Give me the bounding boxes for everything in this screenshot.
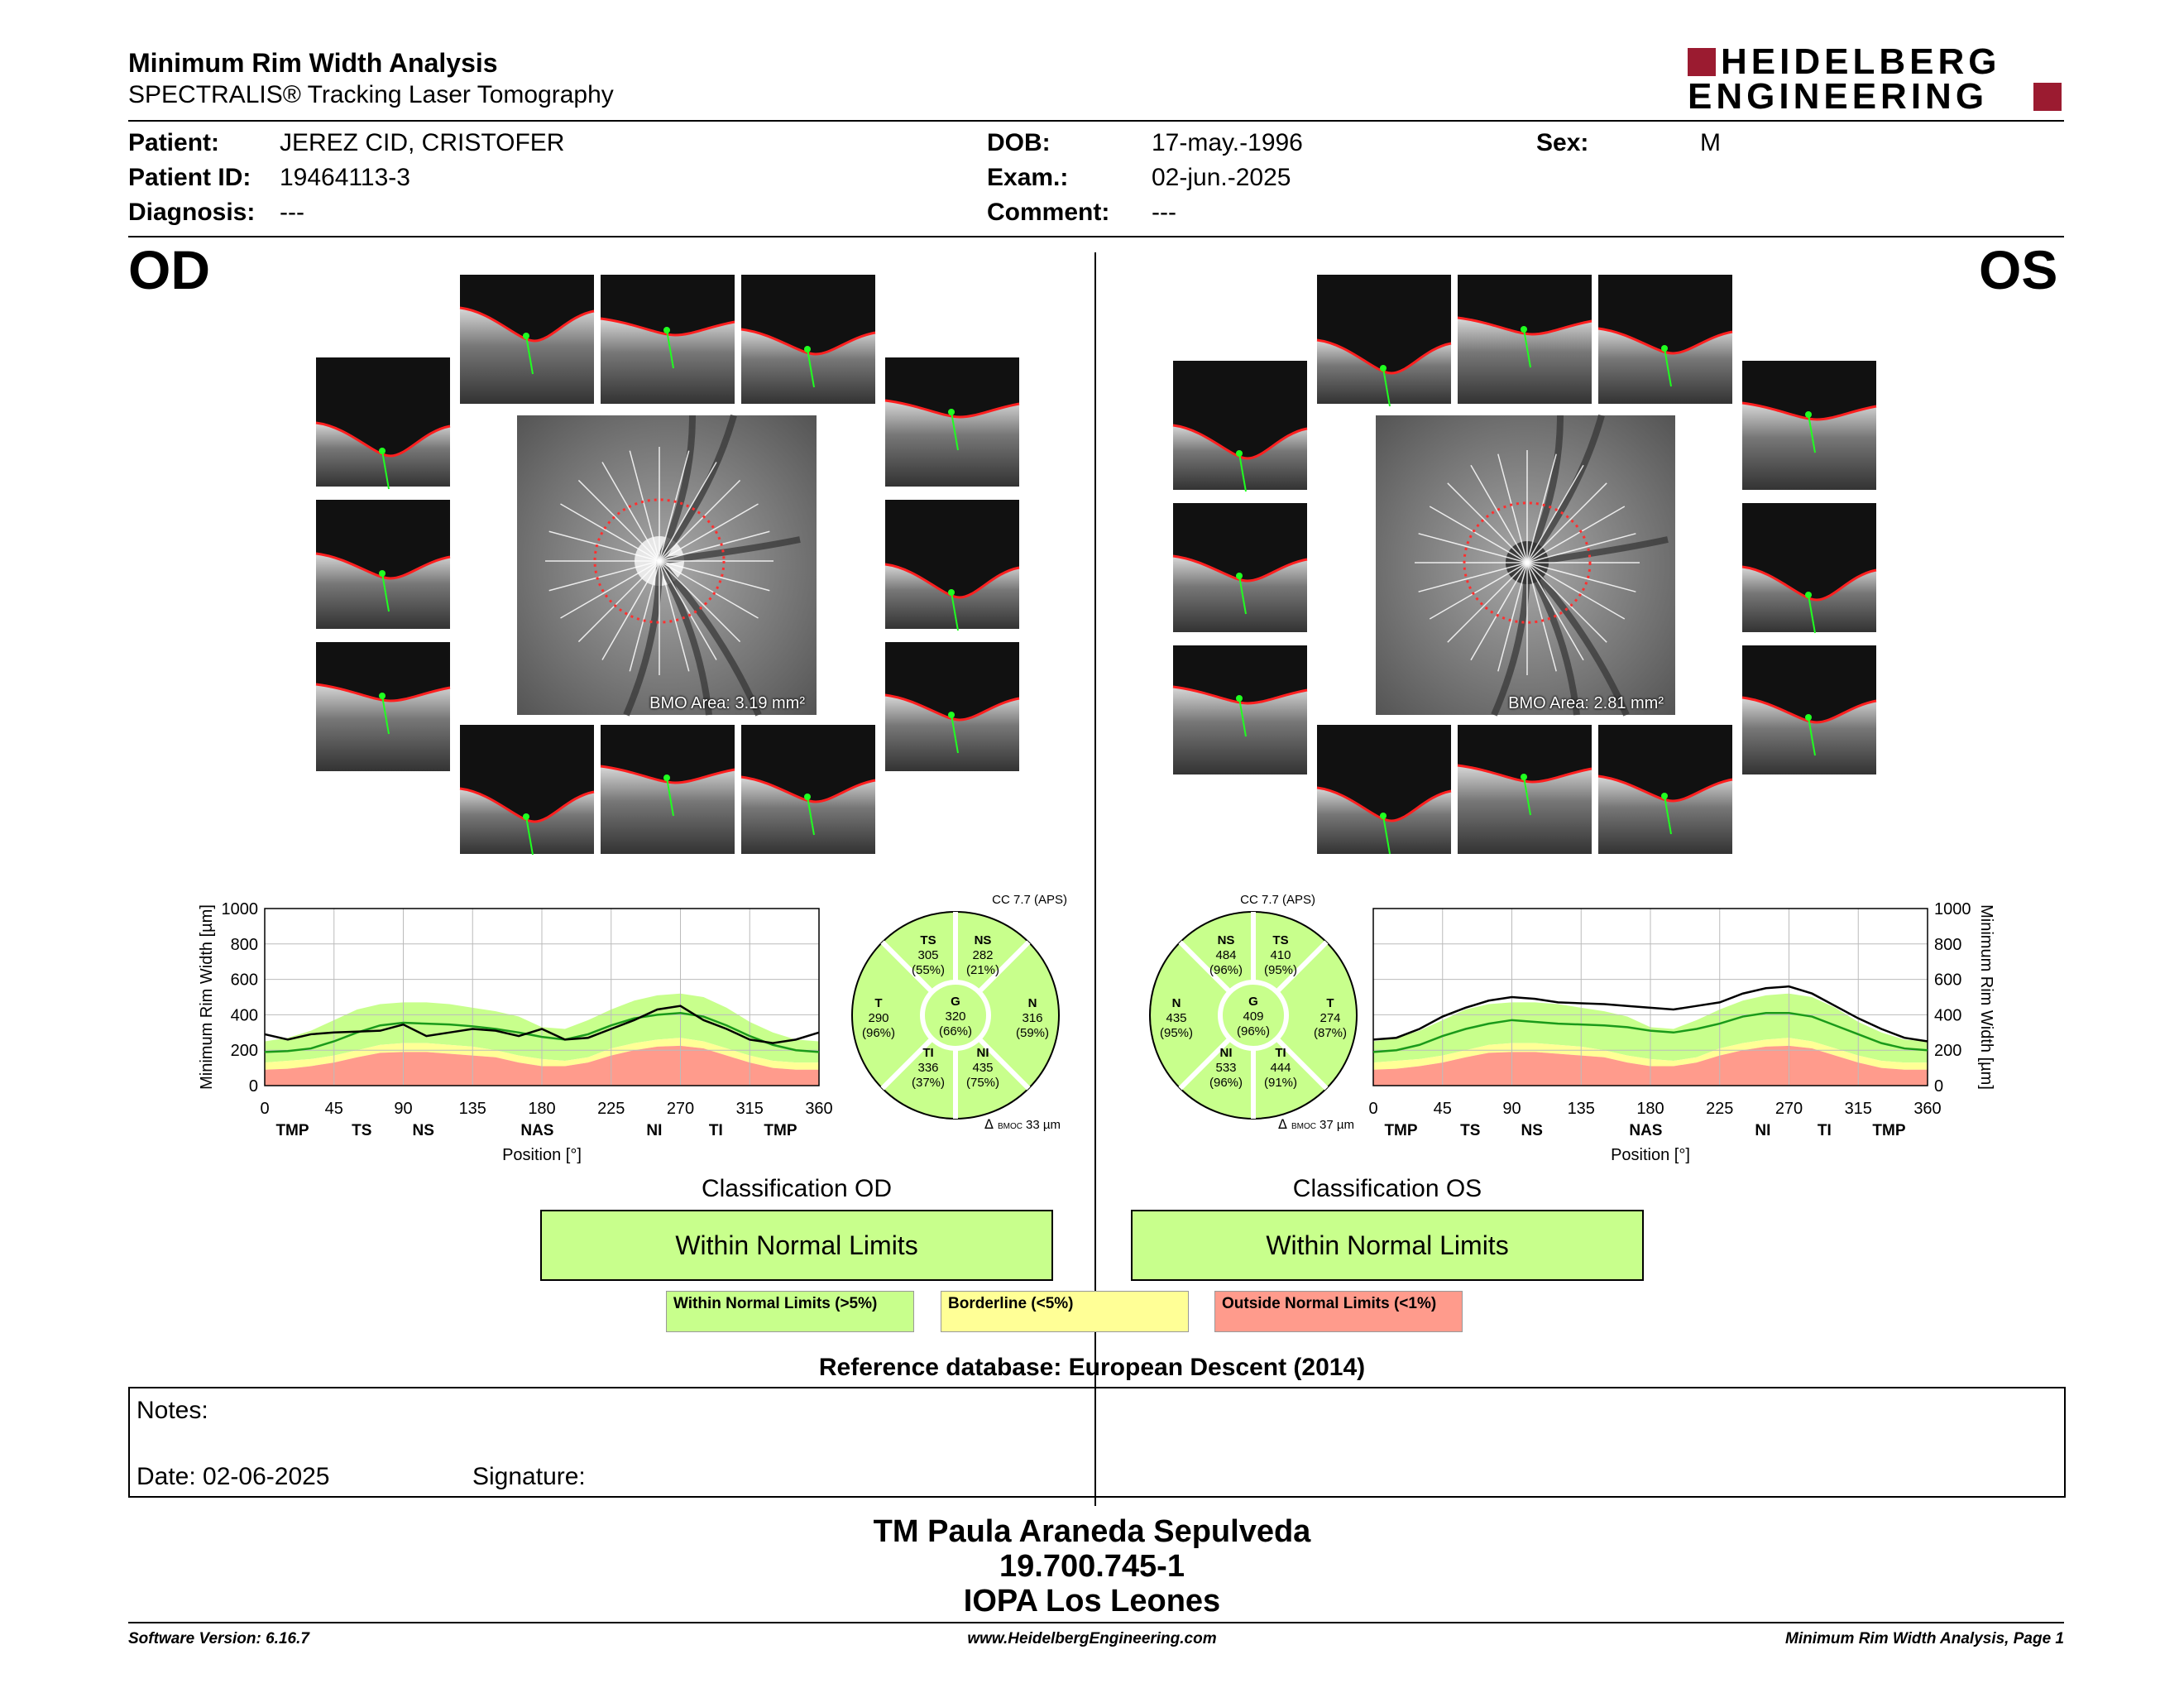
diagnosis-label: Diagnosis: (128, 199, 256, 226)
os-bscan-12 (1317, 725, 1451, 854)
y-tick-label: 800 (230, 935, 258, 954)
x-tick-label: 180 (528, 1100, 556, 1118)
svg-text:TS: TS (1272, 933, 1289, 947)
bmoc-label: BMOC (998, 1122, 1023, 1131)
y-tick-label: 600 (1934, 971, 1962, 990)
header-divider (128, 120, 2064, 122)
os-bscan-11 (1742, 645, 1876, 774)
svg-text:(95%): (95%) (1263, 963, 1298, 977)
sector-tick-label: TMP (275, 1122, 309, 1139)
sector-tick-label: TMP (764, 1122, 797, 1139)
x-axis-label: Position [°] (1611, 1146, 1690, 1164)
sector-tick-label: TMP (1872, 1122, 1906, 1139)
sector-tick-label: TMP (1384, 1122, 1418, 1139)
svg-text:305: 305 (917, 948, 939, 962)
cc-label: CC 7.7 (APS) (1240, 893, 1315, 907)
x-tick-label: 225 (597, 1100, 625, 1118)
patient-label: Patient: (128, 129, 220, 156)
x-tick-label: 270 (1774, 1100, 1803, 1118)
od-classification-title: Classification OD (701, 1175, 893, 1202)
x-tick-label: 180 (1636, 1100, 1664, 1118)
od-mrw-chart (190, 894, 833, 1175)
y-tick-label: 200 (230, 1042, 258, 1061)
svg-text:435: 435 (1166, 1011, 1187, 1025)
x-tick-label: 0 (260, 1100, 270, 1118)
x-tick-label: 315 (735, 1100, 764, 1118)
svg-text:TI: TI (922, 1046, 934, 1060)
dob-value: 17-may.-1996 (1152, 129, 1303, 156)
y-tick-label: 200 (1934, 1042, 1962, 1061)
od-bscan-9 (460, 725, 594, 854)
y-tick-label: 1000 (221, 900, 258, 918)
svg-text:533: 533 (1215, 1061, 1237, 1075)
x-tick-label: 360 (1913, 1100, 1942, 1118)
x-tick-label: 270 (666, 1100, 695, 1118)
sector-tick-label: NI (1755, 1122, 1771, 1139)
svg-text:NS: NS (1217, 933, 1235, 947)
patient-id-value: 19464113-3 (280, 164, 410, 191)
sector-tick-label: NS (412, 1122, 434, 1139)
od-eye-label: OD (128, 239, 210, 300)
bmoc-value: 37 µm (1320, 1118, 1354, 1132)
notes-box (128, 1387, 2066, 1498)
os-mrw-chart (1357, 894, 1994, 1175)
os-sector-diagram (1133, 885, 1373, 1134)
svg-text:G: G (951, 995, 960, 1009)
svg-text:444: 444 (1270, 1061, 1291, 1075)
svg-text:(91%): (91%) (1263, 1076, 1298, 1090)
os-classification-title: Classification OS (1292, 1175, 1482, 1202)
svg-text:435: 435 (972, 1061, 994, 1075)
x-tick-label: 135 (1567, 1100, 1595, 1118)
y-tick-label: 1000 (1934, 900, 1971, 918)
svg-text:TI: TI (1275, 1046, 1286, 1060)
os-bscan-5 (1598, 275, 1732, 404)
sector-tick-label: NAS (520, 1122, 554, 1139)
od-bscan-5 (316, 500, 450, 629)
os-bscan-7 (1742, 361, 1876, 490)
x-tick-label: 135 (458, 1100, 486, 1118)
svg-text:336: 336 (917, 1061, 939, 1075)
svg-text:NI: NI (1219, 1046, 1233, 1060)
exam-value: 02-jun.-2025 (1152, 164, 1291, 191)
svg-text:410: 410 (1270, 948, 1291, 962)
od-bscan-1 (601, 275, 735, 404)
x-tick-label: 90 (1502, 1100, 1521, 1118)
report-subtitle: SPECTRALIS® Tracking Laser Tomography (128, 81, 614, 108)
legend-outside-normal: Outside Normal Limits (<1%) (1214, 1291, 1463, 1332)
svg-text:320: 320 (945, 1009, 966, 1024)
svg-text:N: N (1171, 996, 1181, 1010)
os-fundus-image (1376, 415, 1675, 715)
website: www.HeidelbergEngineering.com (967, 1630, 1217, 1647)
svg-text:T: T (1326, 996, 1334, 1010)
y-tick-label: 400 (230, 1006, 258, 1025)
od-bscan-2 (741, 275, 875, 404)
comment-value: --- (1152, 199, 1176, 226)
od-classification-box: Within Normal Limits (540, 1210, 1053, 1281)
diagnosis-value: --- (280, 199, 304, 226)
heidelberg-logo (1688, 41, 2068, 117)
comment-label: Comment: (987, 199, 1110, 226)
svg-text:282: 282 (972, 948, 994, 962)
os-bscan-10 (1173, 645, 1307, 774)
od-bscan-4 (885, 357, 1019, 487)
date-label: Date: 02-06-2025 (136, 1463, 330, 1490)
svg-text:(59%): (59%) (1015, 1026, 1050, 1040)
software-version: Software Version: 6.16.7 (128, 1630, 309, 1647)
footer-divider (128, 1622, 2064, 1623)
dob-label: DOB: (987, 129, 1051, 156)
signature-label: Signature: (472, 1463, 586, 1490)
sector-tick-label: NI (646, 1122, 663, 1139)
logo-line1: HEIDELBERG (1721, 41, 2001, 82)
svg-text:484: 484 (1215, 948, 1237, 962)
os-bscan-9 (1742, 503, 1876, 632)
x-tick-label: 315 (1844, 1100, 1872, 1118)
y-tick-label: 800 (1934, 935, 1962, 954)
sector-tick-label: TI (708, 1122, 723, 1139)
sex-value: M (1700, 129, 1721, 156)
od-bmo-area: BMO Area: 3.19 mm² (649, 694, 805, 712)
legend-within-normal: Within Normal Limits (>5%) (666, 1291, 914, 1332)
x-tick-label: 360 (805, 1100, 833, 1118)
svg-text:(75%): (75%) (965, 1076, 1000, 1090)
svg-text:G: G (1248, 995, 1258, 1009)
os-bscan-4 (1458, 275, 1592, 404)
delta-icon: Δ (1278, 1116, 1287, 1132)
notes-label: Notes: (136, 1397, 208, 1424)
od-bscan-11 (741, 725, 875, 854)
svg-text:NS: NS (974, 933, 992, 947)
page-info: Minimum Rim Width Analysis, Page 1 (1785, 1630, 2064, 1647)
sector-tick-label: TS (1460, 1122, 1481, 1139)
y-tick-label: 400 (1934, 1006, 1962, 1025)
od-bscan-7 (316, 642, 450, 771)
svg-text:(87%): (87%) (1313, 1026, 1348, 1040)
svg-text:409: 409 (1243, 1009, 1264, 1024)
svg-text:TS: TS (920, 933, 936, 947)
svg-text:N: N (1027, 996, 1037, 1010)
os-eye-label: OS (1979, 239, 2058, 300)
x-tick-label: 90 (394, 1100, 413, 1118)
x-axis-label: Position [°] (502, 1146, 582, 1164)
od-bscan-6 (885, 500, 1019, 629)
svg-text:(96%): (96%) (1209, 963, 1243, 977)
svg-text:(96%): (96%) (1209, 1076, 1243, 1090)
sector-tick-label: TS (352, 1122, 372, 1139)
cc-label: CC 7.7 (APS) (992, 893, 1067, 907)
os-bscan-14 (1598, 725, 1732, 854)
report-title: Minimum Rim Width Analysis (128, 48, 498, 78)
signatory-org: IOPA Los Leones (963, 1584, 1221, 1618)
od-bscan-0 (460, 275, 594, 404)
logo-line2: ENGINEERING (1688, 76, 1989, 117)
svg-text:(21%): (21%) (965, 963, 1000, 977)
sector-tick-label: NAS (1629, 1122, 1663, 1139)
y-tick-label: 0 (1934, 1077, 1944, 1096)
patient-id-label: Patient ID: (128, 164, 251, 191)
svg-text:290: 290 (868, 1011, 889, 1025)
y-tick-label: 600 (230, 971, 258, 990)
exam-label: Exam.: (987, 164, 1069, 191)
sex-label: Sex: (1536, 129, 1589, 156)
svg-text:NI: NI (976, 1046, 989, 1060)
os-bscan-8 (1173, 503, 1307, 632)
sector-tick-label: TI (1817, 1122, 1832, 1139)
svg-text:(55%): (55%) (911, 963, 946, 977)
os-bscan-13 (1458, 725, 1592, 854)
bmoc-value: 33 µm (1026, 1118, 1061, 1132)
os-bmo-area: BMO Area: 2.81 mm² (1508, 694, 1664, 712)
reference-database: Reference database: European Descent (2014) (818, 1354, 1366, 1381)
svg-text:(66%): (66%) (938, 1024, 973, 1038)
x-tick-label: 45 (1433, 1100, 1452, 1118)
svg-text:(95%): (95%) (1159, 1026, 1194, 1040)
od-fundus-image (517, 415, 817, 715)
svg-text:(96%): (96%) (1236, 1024, 1271, 1038)
sector-tick-label: NS (1521, 1122, 1543, 1139)
od-sector-diagram (836, 885, 1075, 1134)
os-bscan-6 (1173, 361, 1307, 490)
signatory-id: 19.700.745-1 (999, 1549, 1185, 1584)
patient-value: JEREZ CID, CRISTOFER (280, 129, 565, 156)
y-axis-label: Minimum Rim Width [µm] (1977, 904, 1995, 1090)
legend-borderline: Borderline (<5%) (941, 1291, 1189, 1332)
od-bscan-8 (885, 642, 1019, 771)
svg-text:316: 316 (1022, 1011, 1043, 1025)
x-tick-label: 45 (324, 1100, 343, 1118)
x-tick-label: 225 (1706, 1100, 1734, 1118)
signatory-name: TM Paula Araneda Sepulveda (873, 1514, 1311, 1549)
svg-text:T: T (874, 996, 883, 1010)
od-bscan-3 (316, 357, 450, 487)
delta-icon: Δ (984, 1116, 994, 1132)
y-tick-label: 0 (248, 1077, 258, 1096)
svg-text:(96%): (96%) (861, 1026, 896, 1040)
os-bscan-3 (1317, 275, 1451, 404)
os-classification-box: Within Normal Limits (1131, 1210, 1644, 1281)
x-tick-label: 0 (1368, 1100, 1378, 1118)
patient-divider (128, 236, 2064, 237)
svg-text:(37%): (37%) (911, 1076, 946, 1090)
y-axis-label: Minimum Rim Width [µm] (198, 904, 216, 1090)
svg-text:274: 274 (1320, 1011, 1341, 1025)
od-bscan-10 (601, 725, 735, 854)
bmoc-label: BMOC (1291, 1122, 1316, 1131)
